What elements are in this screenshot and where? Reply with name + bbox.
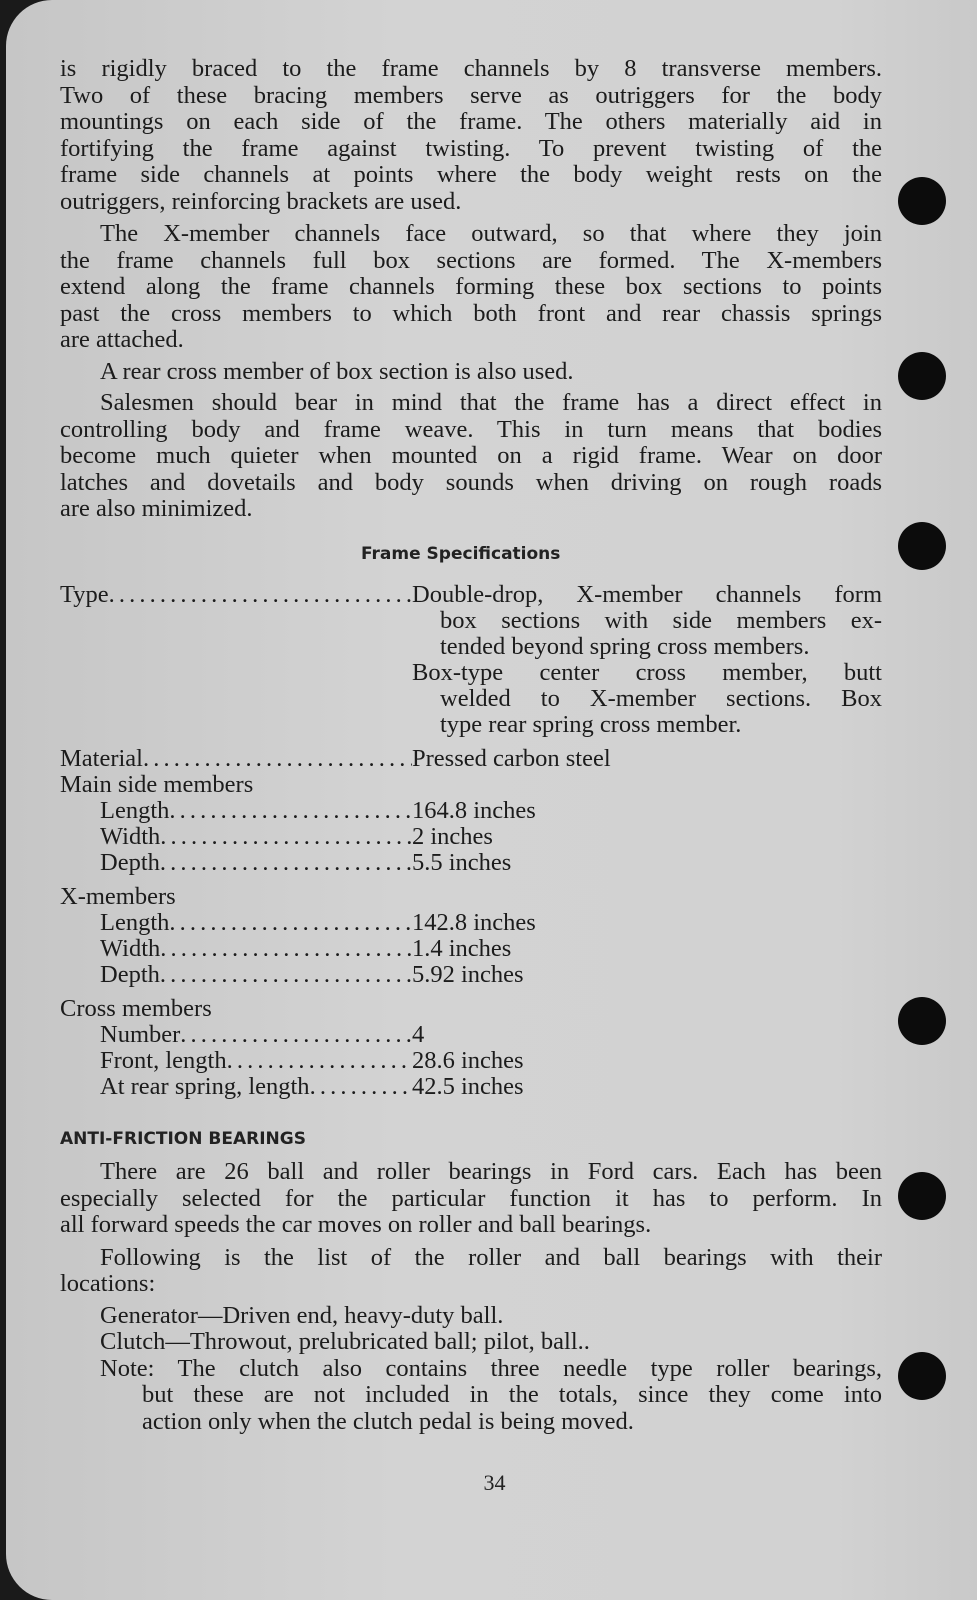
paragraph: [60, 1245, 882, 1298]
spec-value: 164.8 inches: [412, 797, 536, 824]
spec-group: [60, 884, 890, 988]
paragraph: [60, 390, 882, 523]
page-number: 34: [483, 1470, 506, 1495]
text-line: are also minimized.: [60, 495, 253, 522]
spec-row: [60, 962, 890, 988]
spec-label-cell: [60, 1048, 412, 1074]
text-line: frame side channels at points where the body weight rests on the: [60, 161, 882, 188]
paragraph: [60, 1159, 882, 1239]
paragraph: [60, 221, 882, 354]
spec-label: Material: [60, 746, 143, 772]
text-line: locations:: [60, 1270, 156, 1297]
spec-label-cell: [60, 798, 412, 824]
spec-value-line: box sections with side members ex-: [440, 607, 882, 634]
text-line: extend along the frame channels forming these box sections to points: [60, 273, 882, 300]
text-line: A rear cross member of box section is also used.: [100, 357, 574, 385]
spec-value: 5.92 inches: [412, 961, 524, 988]
frame-spec-table: [60, 582, 890, 1100]
spec-row: [60, 850, 890, 876]
spec-group-heading: Cross members: [60, 995, 212, 1022]
text-line: is rigidly braced to the frame channels by 8 transverse members.: [60, 55, 882, 82]
bearings-text: [60, 1159, 882, 1435]
spec-label-cell: [60, 962, 412, 988]
text-line: past the cross members to which both front and rear chassis springs: [60, 299, 882, 327]
spec-heading: Frame Specifications: [361, 544, 561, 564]
list-item: [60, 1356, 882, 1436]
binder-hole: [898, 177, 946, 225]
text-line: Note: The clutch also contains three needle type roller bearings,: [100, 1354, 882, 1382]
text-line: Generator—Driven end, heavy-duty ball.: [100, 1301, 504, 1329]
spec-label: Number: [100, 1022, 181, 1048]
text-line: are attached.: [60, 326, 184, 353]
dot-leader: [169, 910, 412, 936]
paragraph: [60, 359, 882, 386]
spec-value: 5.5 inches: [412, 849, 512, 876]
spec-label-cell: [60, 1022, 412, 1048]
text-line: Two of these bracing members serve as outriggers for the body: [60, 81, 882, 109]
binder-hole: [898, 1352, 946, 1400]
spec-label-cell: [60, 850, 412, 876]
spec-label: Length: [100, 910, 170, 936]
document-page: [6, 0, 977, 1600]
spec-label: Width: [100, 936, 161, 962]
text-line: the frame channels full box sections are formed. The X-members: [60, 246, 882, 274]
dot-leader: [160, 824, 412, 850]
spec-value: 2 inches: [412, 823, 493, 850]
dot-leader: [160, 850, 412, 876]
text-line: Salesmen should bear in mind that the frame has a direct effect in: [100, 389, 882, 416]
binder-hole: [898, 352, 946, 400]
dot-leader: [227, 1048, 412, 1074]
paragraph: [60, 56, 882, 215]
text-line: There are 26 ball and roller bearings in Ford cars. Each has been: [100, 1158, 882, 1185]
text-line: action only when the clutch pedal is being moved.: [142, 1407, 634, 1435]
dot-leader: [160, 936, 412, 962]
text-line: controlling body and frame weave. This in turn means that bodies: [60, 415, 882, 443]
spec-row: [60, 910, 890, 936]
list-item: [60, 1329, 882, 1356]
text-line: Following is the list of the roller and ball bearings with their: [100, 1243, 882, 1271]
spec-label: Depth: [100, 850, 160, 876]
text-line: Clutch—Throwout, prelubricated ball; pilot, ball..: [100, 1328, 590, 1355]
text-line: especially selected for the particular function it has to perform. In: [60, 1184, 882, 1212]
dot-leader: [180, 1022, 412, 1048]
spec-row: [60, 798, 890, 824]
text-line: outriggers, reinforcing brackets are used.: [60, 187, 462, 215]
spec-value-line: Box-type center cross member, butt: [412, 659, 882, 686]
spec-row: [60, 824, 890, 850]
dot-leader: [310, 1074, 412, 1100]
section-heading: ANTI-FRICTION BEARINGS: [60, 1129, 306, 1149]
spec-value-line: welded to X-member sections. Box: [440, 685, 882, 712]
spec-value: 4: [412, 1021, 425, 1048]
dot-leader: [109, 582, 412, 738]
list-item: [60, 1303, 882, 1330]
text-line: fortifying the frame against twisting. To prevent twisting of the: [60, 134, 882, 162]
spec-value: 42.5 inches: [412, 1073, 524, 1100]
spec-row: [60, 1022, 890, 1048]
spec-group-heading: Main side members: [60, 771, 254, 798]
spec-label: Width: [100, 824, 161, 850]
text-line: The X-member channels face outward, so that where they join: [100, 220, 882, 247]
text-line: all forward speeds the car moves on roller and ball bearings.: [60, 1211, 652, 1238]
spec-label-cell: [60, 936, 412, 962]
spec-group: [60, 996, 890, 1100]
spec-value: [412, 582, 882, 738]
spec-row: [60, 1074, 890, 1100]
text-line: latches and dovetails and body sounds when driving on rough roads: [60, 468, 882, 496]
spec-label: Front, length: [100, 1048, 227, 1074]
binder-hole: [898, 1172, 946, 1220]
dot-leader: [143, 746, 412, 772]
spec-value-line: type rear spring cross member.: [440, 711, 742, 738]
spec-row: [60, 1048, 890, 1074]
spec-label-cell: [60, 910, 412, 936]
spec-label: At rear spring, length: [100, 1074, 310, 1100]
text-line: mountings on each side of the frame. The others materially aid in: [60, 108, 882, 135]
dot-leader: [160, 962, 412, 988]
spec-value: 1.4 inches: [412, 935, 512, 962]
spec-value: 28.6 inches: [412, 1047, 524, 1074]
spec-label: Type: [60, 582, 109, 608]
text-line: but these are not included in the totals, since they come into: [142, 1381, 882, 1408]
spec-label: Length: [100, 798, 170, 824]
dot-leader: [169, 798, 412, 824]
binder-hole: [898, 997, 946, 1045]
spec-value-line: tended beyond spring cross members.: [440, 633, 810, 660]
spec-row-type: [60, 582, 890, 738]
spec-label-cell: [60, 824, 412, 850]
spec-group: [60, 772, 890, 876]
binder-hole: [898, 522, 946, 570]
intro-text: [60, 56, 882, 523]
spec-value: 142.8 inches: [412, 909, 536, 936]
spec-row: [60, 936, 890, 962]
spec-group-heading: X-members: [60, 883, 176, 910]
spec-row-material: [60, 746, 890, 772]
spec-value-line: Double-drop, X-member channels form: [412, 581, 882, 608]
spec-value: Pressed carbon steel: [412, 745, 611, 772]
spec-label: Depth: [100, 962, 160, 988]
text-line: become much quieter when mounted on a rigid frame. Wear on door: [60, 442, 882, 469]
spec-label-cell: [60, 1074, 412, 1100]
